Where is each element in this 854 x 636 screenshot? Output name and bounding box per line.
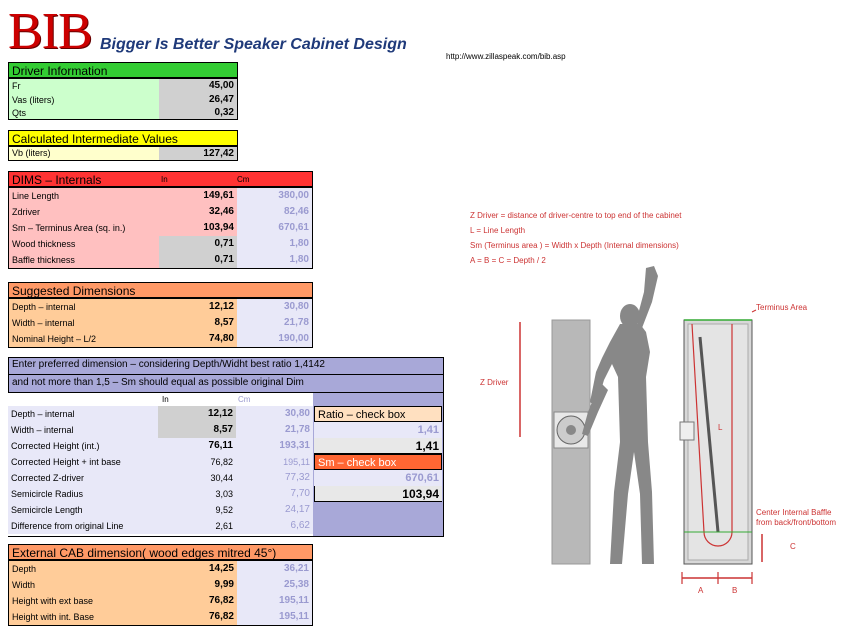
table-row bbox=[9, 93, 237, 107]
zdriver-label: Z Driver bbox=[480, 378, 509, 387]
table-row bbox=[8, 470, 313, 486]
bib-logo: BIB bbox=[8, 3, 92, 60]
row-label: Qts bbox=[9, 107, 159, 119]
table-row bbox=[8, 422, 313, 438]
table-row bbox=[9, 331, 312, 347]
row-cm: 7,70 bbox=[236, 486, 313, 502]
row-cm: 30,80 bbox=[236, 406, 313, 422]
row-label: Corrected Z-driver bbox=[8, 470, 158, 486]
row-label: Baffle thickness bbox=[9, 252, 159, 268]
row-label: Width bbox=[9, 577, 159, 593]
fr-input[interactable]: 45,00 bbox=[159, 79, 237, 93]
table-row bbox=[9, 107, 237, 121]
row-cm: 24,17 bbox=[236, 502, 313, 518]
row-cm: 195,11 bbox=[237, 609, 312, 625]
preferred-instruction-2: and not more than 1,5 – Sm should equal as possible original Dim bbox=[12, 377, 304, 388]
row-in: 149,61 bbox=[159, 188, 237, 204]
cabinet-diagram bbox=[470, 262, 854, 602]
row-label: Corrected Height (int.) bbox=[8, 438, 158, 454]
row-cm: 36,21 bbox=[237, 561, 312, 577]
row-label: Fr bbox=[9, 79, 159, 93]
table-row bbox=[8, 518, 313, 534]
baffle-label-2: from back/front/bottom bbox=[756, 518, 837, 527]
row-in: 30,44 bbox=[158, 470, 236, 486]
ratio-check-value-cm: 1,41 bbox=[314, 422, 442, 438]
baffle-label-1: Center Internal Baffle bbox=[756, 508, 832, 517]
qts-input[interactable]: 0,32 bbox=[159, 107, 237, 119]
intermediate-table bbox=[8, 146, 238, 161]
dims-col-cm: Cm bbox=[237, 175, 250, 184]
external-table bbox=[8, 560, 313, 626]
divider bbox=[8, 374, 444, 375]
preferred-width-input[interactable]: 8,57 bbox=[158, 422, 236, 438]
row-cm: 21,78 bbox=[236, 422, 313, 438]
table-row bbox=[8, 406, 313, 422]
preferred-depth-input[interactable]: 12,12 bbox=[158, 406, 236, 422]
l-label: L bbox=[718, 423, 723, 432]
row-cm: 1,80 bbox=[237, 236, 312, 252]
row-label: Line Length bbox=[9, 188, 159, 204]
row-cm: 195,11 bbox=[236, 454, 313, 470]
sm-check-value: 103,94 bbox=[314, 486, 442, 502]
a-label: A bbox=[698, 586, 704, 595]
row-label: Corrected Height + int base bbox=[8, 454, 158, 470]
row-in: 76,82 bbox=[159, 593, 237, 609]
row-in: 3,03 bbox=[158, 486, 236, 502]
row-cm: 1,80 bbox=[237, 252, 312, 268]
row-label: Nominal Height – L/2 bbox=[9, 331, 159, 347]
preferred-instruction-1: Enter preferred dimension – considering Depth/Widht best ratio 1,4142 bbox=[12, 359, 325, 370]
table-row bbox=[8, 454, 313, 470]
row-label: Vb (liters) bbox=[9, 147, 159, 160]
table-row bbox=[9, 252, 312, 268]
row-in: 9,99 bbox=[159, 577, 237, 593]
row-cm: 30,80 bbox=[237, 299, 312, 315]
b-label: B bbox=[732, 586, 738, 595]
driver-table bbox=[8, 78, 238, 120]
ratio-check-value: 1,41 bbox=[314, 438, 442, 454]
row-cm: 380,00 bbox=[237, 188, 312, 204]
table-row bbox=[9, 561, 312, 577]
driver-section-title: Driver Information bbox=[8, 62, 238, 78]
table-row bbox=[8, 502, 313, 518]
website-link[interactable]: http://www.zillaspeak.com/bib.asp bbox=[446, 52, 566, 61]
table-row bbox=[9, 79, 237, 93]
row-label: Height with int. Base bbox=[9, 609, 159, 625]
row-in: 103,94 bbox=[159, 220, 237, 236]
preferred-col-cm: Cm bbox=[238, 395, 251, 404]
vas-input[interactable]: 26,47 bbox=[159, 93, 237, 107]
table-row bbox=[9, 204, 312, 220]
row-label: Vas (liters) bbox=[9, 93, 159, 107]
row-label: Width – internal bbox=[9, 315, 159, 331]
row-cm: 195,11 bbox=[237, 593, 312, 609]
legend-sm: Sm (Terminus area ) = Width x Depth (Internal dimensions) bbox=[470, 241, 679, 250]
terminus-area-label: Terminus Area bbox=[756, 303, 808, 312]
table-row bbox=[9, 593, 312, 609]
driver-dustcap-icon bbox=[566, 425, 576, 435]
app-title: Bigger Is Better Speaker Cabinet Design bbox=[100, 36, 407, 53]
row-label: Depth – internal bbox=[8, 406, 158, 422]
row-label: Difference from original Line bbox=[8, 518, 158, 534]
row-label: Height with ext base bbox=[9, 593, 159, 609]
row-label: Depth bbox=[9, 561, 159, 577]
preferred-col-in: In bbox=[162, 395, 169, 404]
driver-side-view bbox=[680, 422, 694, 440]
external-section-title: External CAB dimension( wood edges mitred 45°) bbox=[8, 544, 313, 560]
row-label: Sm – Terminus Area (sq. in.) bbox=[9, 220, 159, 236]
intermediate-section-title: Calculated Intermediate Values bbox=[8, 130, 238, 146]
legend-l: L = Line Length bbox=[470, 226, 526, 235]
baffle-thickness-input[interactable]: 0,71 bbox=[159, 252, 237, 268]
dims-col-in: In bbox=[161, 175, 168, 184]
preferred-table bbox=[8, 406, 313, 536]
table-row bbox=[8, 486, 313, 502]
table-row bbox=[9, 315, 312, 331]
row-in: 74,80 bbox=[159, 331, 237, 347]
row-cm: 25,38 bbox=[237, 577, 312, 593]
row-in: 76,82 bbox=[159, 609, 237, 625]
row-cm: 6,62 bbox=[236, 518, 313, 534]
row-in: 12,12 bbox=[159, 299, 237, 315]
table-row bbox=[9, 236, 312, 252]
row-label: Width – internal bbox=[8, 422, 158, 438]
ratio-check-title: Ratio – check box bbox=[314, 406, 442, 422]
legend-zdriver: Z Driver = distance of driver-centre to top end of the cabinet bbox=[470, 211, 682, 220]
sm-check-value-cm: 670,61 bbox=[314, 470, 442, 486]
legend-abc: A = B = C = Depth / 2 bbox=[470, 256, 546, 265]
row-in: 76,11 bbox=[158, 438, 236, 454]
row-in: 32,46 bbox=[159, 204, 237, 220]
suggested-table bbox=[8, 298, 313, 348]
suggested-section-title: Suggested Dimensions bbox=[8, 282, 313, 298]
row-label: Depth – internal bbox=[9, 299, 159, 315]
row-label: Wood thickness bbox=[9, 236, 159, 252]
row-label: Semicircle Length bbox=[8, 502, 158, 518]
wood-thickness-input[interactable]: 0,71 bbox=[159, 236, 237, 252]
row-in: 8,57 bbox=[159, 315, 237, 331]
dims-title-label: DIMS – Internals bbox=[12, 173, 102, 187]
row-cm: 21,78 bbox=[237, 315, 312, 331]
table-row bbox=[9, 220, 312, 236]
dims-table bbox=[8, 187, 313, 269]
human-figure-icon bbox=[582, 266, 658, 564]
row-label: Zdriver bbox=[9, 204, 159, 220]
table-row bbox=[9, 609, 312, 625]
row-cm: 190,00 bbox=[237, 331, 312, 347]
table-row bbox=[8, 438, 313, 454]
row-label: Semicircle Radius bbox=[8, 486, 158, 502]
vb-value: 127,42 bbox=[159, 147, 237, 160]
row-in: 76,82 bbox=[158, 454, 236, 470]
row-cm: 82,46 bbox=[237, 204, 312, 220]
row-cm: 77,32 bbox=[236, 470, 313, 486]
row-cm: 193,31 bbox=[236, 438, 313, 454]
row-cm: 670,61 bbox=[237, 220, 312, 236]
row-in: 14,25 bbox=[159, 561, 237, 577]
dims-section-title bbox=[8, 171, 313, 187]
table-row bbox=[9, 188, 312, 204]
table-row bbox=[9, 577, 312, 593]
sm-check-title: Sm – check box bbox=[314, 454, 442, 470]
row-in: 9,52 bbox=[158, 502, 236, 518]
row-in: 2,61 bbox=[158, 518, 236, 534]
c-label: C bbox=[790, 542, 796, 551]
table-row bbox=[9, 299, 312, 315]
